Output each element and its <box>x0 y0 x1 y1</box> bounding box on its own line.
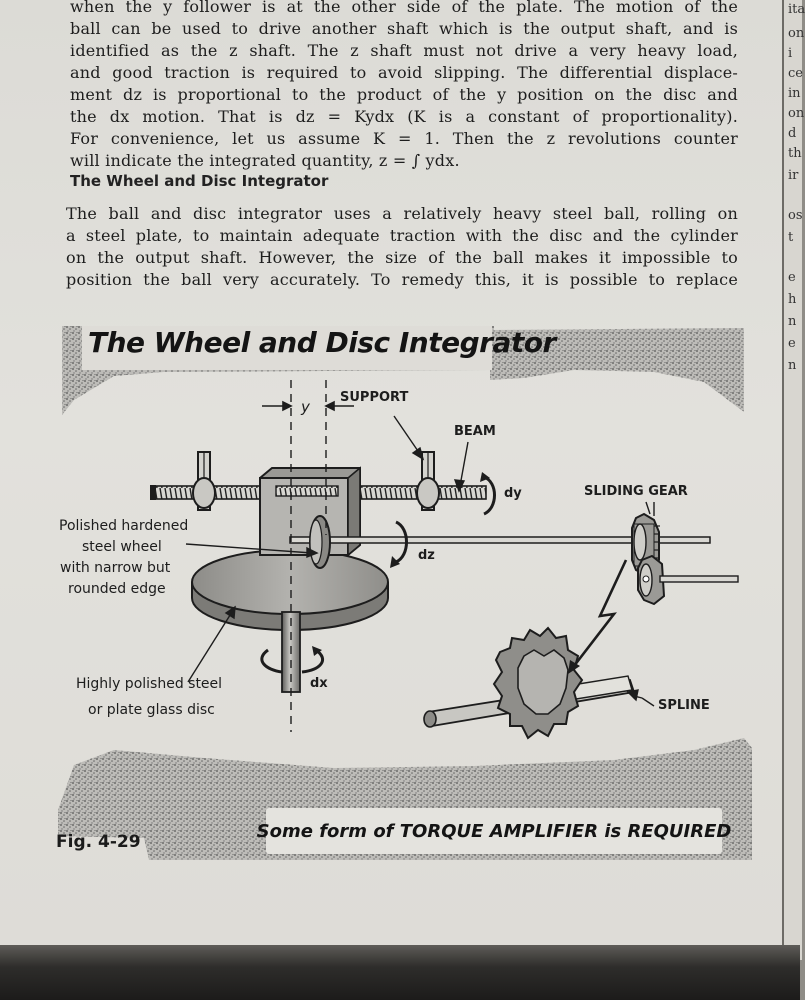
figure-title: The Wheel and Disc Integrator <box>88 326 556 359</box>
fragment: n <box>788 314 797 329</box>
fragment: ce <box>788 66 803 81</box>
fragment: on <box>788 26 805 41</box>
label-disc-line-2: or plate glass disc <box>88 702 215 718</box>
text-line: For convenience, let us assume K = 1. Then the z revolutions counter <box>70 129 738 148</box>
text-line: will indicate the integrated quantity, z = ∫ ydx. <box>70 151 460 170</box>
text-line: position the ball very accurately. To remedy this, it is possible to replace <box>66 270 738 289</box>
fragment: on <box>788 106 805 121</box>
fragment: i <box>788 46 793 61</box>
lower-gear <box>638 556 738 604</box>
fragment: th <box>788 146 802 161</box>
caption-box <box>256 808 732 854</box>
label-wheel-line-1: Polished hardened <box>59 518 189 534</box>
background-surface <box>0 945 800 1000</box>
label-support: SUPPORT <box>340 390 409 405</box>
label-dx: dx <box>310 676 328 691</box>
text-line: the dx motion. That is dz = Kydx (K is a constant of proportionality). <box>70 107 738 126</box>
steel-wheel <box>310 516 330 568</box>
figure-caption: Some form of TORQUE AMPLIFIER is REQUIRED <box>256 820 732 842</box>
label-disc-line-1: Highly polished steel <box>76 676 223 692</box>
body-text-mid <box>66 203 738 291</box>
label-sliding-gear: SLIDING GEAR <box>584 484 688 499</box>
fragment: t <box>788 230 794 245</box>
text-line: identified as the z shaft. The z shaft must not drive a very heavy load, <box>70 41 738 60</box>
label-spline: SPLINE <box>658 698 710 713</box>
section-heading: The Wheel and Disc Integrator <box>70 172 329 190</box>
fragment: d <box>788 126 797 141</box>
adjacent-page-edge <box>782 0 805 960</box>
text-line: ment dz is proportional to the product of the y position on the disc and <box>70 85 738 104</box>
label-wheel-line-2: steel wheel <box>82 539 162 555</box>
text-line: when the y follower is at the other side of the plate. The motion of the <box>70 0 738 16</box>
fragment: e <box>788 270 796 285</box>
fragment: in <box>788 86 801 101</box>
fragment: os <box>788 208 803 223</box>
fragment: n <box>788 358 797 373</box>
text-line: The ball and disc integrator uses a relatively heavy steel ball, rolling on <box>66 204 738 223</box>
fragment: h <box>788 292 797 307</box>
figure-wheel-disc-integrator <box>54 320 754 865</box>
label-wheel-line-4: rounded edge <box>68 581 166 597</box>
figure-number: Fig. 4-29 <box>56 832 141 852</box>
label-beam: BEAM <box>454 424 496 439</box>
spline-gear <box>424 628 634 738</box>
text-line: a steel plate, to maintain adequate traction with the disc and the cylinder <box>66 226 738 245</box>
label-wheel-line-3: with narrow but <box>60 560 171 576</box>
fragment: ita <box>788 2 805 17</box>
text-line: and good traction is required to avoid slipping. The differential displace- <box>70 63 738 82</box>
text-line: on the output shaft. However, the size of the ball makes it impossible to <box>66 248 738 267</box>
dz-rotation-arrow <box>390 522 407 568</box>
text-line: ball can be used to drive another shaft which is the output shaft, and is <box>70 19 738 38</box>
label-dz: dz <box>418 548 435 563</box>
label-dy: dy <box>504 486 522 501</box>
body-text-top <box>70 0 738 172</box>
label-y: y <box>301 398 310 416</box>
fragment: e <box>788 336 796 351</box>
fragment: ir <box>788 168 799 183</box>
